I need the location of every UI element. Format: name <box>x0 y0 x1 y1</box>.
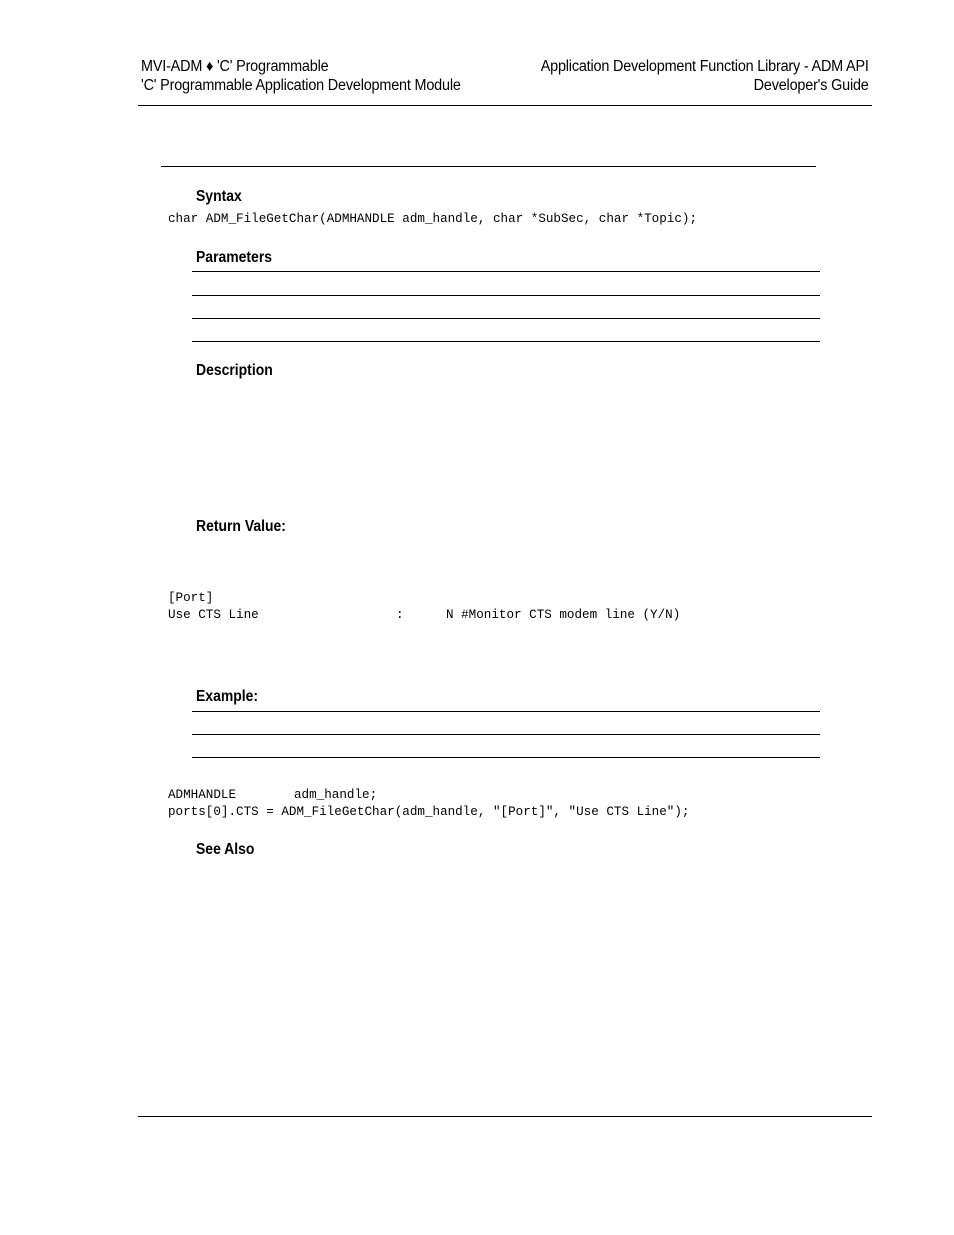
description-heading: Description <box>196 362 273 379</box>
example-code-type: ADMHANDLE <box>168 788 237 802</box>
example-heading: Example: <box>196 688 259 705</box>
parameters-table-rule <box>192 295 820 296</box>
syntax-code: char ADM_FileGetChar(ADMHANDLE adm_handle, char *SubSec, char *Topic); <box>168 212 698 226</box>
return-value-code-separator: : <box>396 608 404 622</box>
parameters-table-rule <box>192 341 820 342</box>
example-table-rule <box>192 734 820 735</box>
return-value-code-value: N #Monitor CTS modem line (Y/N) <box>446 608 681 622</box>
return-value-code-key: Use CTS Line <box>168 608 259 622</box>
example-table-rule <box>192 711 820 712</box>
parameters-heading: Parameters <box>196 249 273 266</box>
header-guide-name: Developer's Guide <box>754 77 869 94</box>
header-module-name: 'C' Programmable Application Development Module <box>141 77 461 94</box>
footer-rule <box>138 1116 872 1117</box>
parameters-table-rule <box>192 271 820 272</box>
see-also-heading: See Also <box>196 841 255 858</box>
parameters-table-rule <box>192 318 820 319</box>
return-value-code-section: [Port] <box>168 591 214 605</box>
example-table-rule <box>192 757 820 758</box>
example-code-variable: adm_handle; <box>294 788 378 802</box>
function-title-rule <box>161 166 816 167</box>
header-document-section: Application Development Function Library - ADM API <box>540 58 869 75</box>
return-value-heading: Return Value: <box>196 518 286 535</box>
header-product-name: MVI-ADM ♦ 'C' Programmable <box>141 58 329 75</box>
header-rule <box>138 105 872 106</box>
example-code-call: ports[0].CTS = ADM_FileGetChar(adm_handle, "[Port]", "Use CTS Line"); <box>168 805 690 819</box>
syntax-heading: Syntax <box>196 188 242 205</box>
